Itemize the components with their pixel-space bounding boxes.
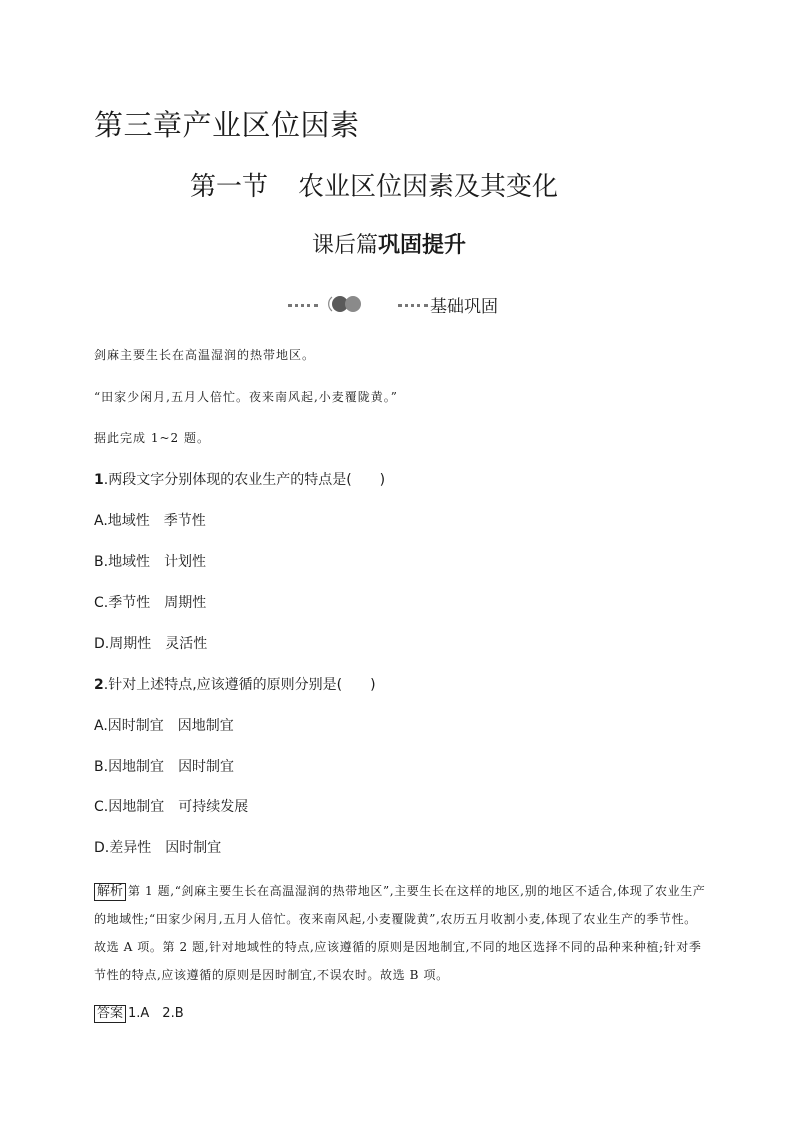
option-letter: D. [94,840,110,856]
option-text-a: 地域性 [108,554,151,570]
dots-right [398,304,428,307]
analysis-text: 第 1 题,“剑麻主要生长在高温湿润的热带地区”,主要生长在这样的地区,别的地区不适合,体现了农业生产的地域性;“田家少闲月,五月人倍忙。夜来南风起,小麦覆陇黄”,农历五月收割小麦,体现了农业生产的季节性。故选 A 项。第 2 题,针对地域性的特点,应该遵循的原则是因地制宜,不同的地区选择不同的品种来种植;针对季节性的特点,应该遵循的原则是因时制宜,不误农时。故选 B 项。 [94,884,706,982]
option-text-b: 因地制宜 [177,718,234,734]
question-2-text: .针对上述特点,应该遵循的原则分别是( ) [103,677,376,693]
section-number: 第一节 [190,172,269,202]
material-line-2: “田家少闲月,五月人倍忙。夜来南风起,小麦覆陇黄。” [94,390,398,404]
material-line-1: 剑麻主要生长在高温湿润的热带地区。 [94,348,316,362]
chapter-title: 第三章产业区位因素 [94,108,360,142]
section-name: 农业区位因素及其变化 [298,172,559,202]
question-1-text: .两段文字分别体现的农业生产的特点是( ) [103,472,386,488]
option-text-b: 计划性 [164,554,207,570]
double-circle-icon [326,293,364,315]
option-text-b: 周期性 [164,595,207,611]
question-2-option-b[interactable] [94,756,234,776]
section-title [190,166,558,203]
dots-left [288,304,318,307]
option-text-a: 因地制宜 [108,759,165,775]
option-text-a: 季节性 [108,595,151,611]
question-2-option-c[interactable] [94,796,248,816]
question-2-number: 2 [94,677,104,693]
question-2-option-a[interactable] [94,715,234,735]
option-letter: C. [94,799,109,815]
option-text-a: 差异性 [109,840,152,856]
question-1-option-d[interactable] [94,633,207,653]
answer-text: 1.A 2.B [128,1006,184,1021]
option-text-a: 因时制宜 [107,718,164,734]
divider-label: 基础巩固 [430,296,498,317]
question-2-option-d[interactable] [94,837,221,857]
option-text-b: 季节性 [163,513,206,529]
option-text-b: 因时制宜 [165,840,222,856]
option-letter: C. [94,595,109,611]
option-text-b: 灵活性 [165,636,208,652]
section-divider [288,290,498,318]
question-1-option-b[interactable] [94,551,206,571]
option-text-a: 地域性 [107,513,150,529]
question-1-option-c[interactable] [94,592,206,612]
option-letter: B. [94,554,109,570]
analysis-block [94,877,708,989]
option-letter: D. [94,636,110,652]
question-1-number: 1 [94,472,104,488]
option-text-a: 周期性 [109,636,152,652]
subtitle-prefix: 课后篇 [312,233,379,258]
option-text-a: 因地制宜 [108,799,165,815]
question-2-stem [94,674,376,694]
option-letter: B. [94,759,109,775]
question-1-option-a[interactable] [94,510,206,530]
option-letter: A. [94,513,108,529]
option-letter: A. [94,718,108,734]
option-text-b: 可持续发展 [178,799,249,815]
subtitle-bold: 巩固提升 [378,233,467,258]
analysis-tag: 解析 [94,883,126,901]
material-line-3: 据此完成 1~2 题。 [94,431,210,445]
subtitle [312,228,466,259]
answer-block [94,1002,184,1023]
option-text-b: 因时制宜 [178,759,235,775]
answer-tag: 答案 [94,1005,126,1023]
question-1-stem [94,469,385,489]
